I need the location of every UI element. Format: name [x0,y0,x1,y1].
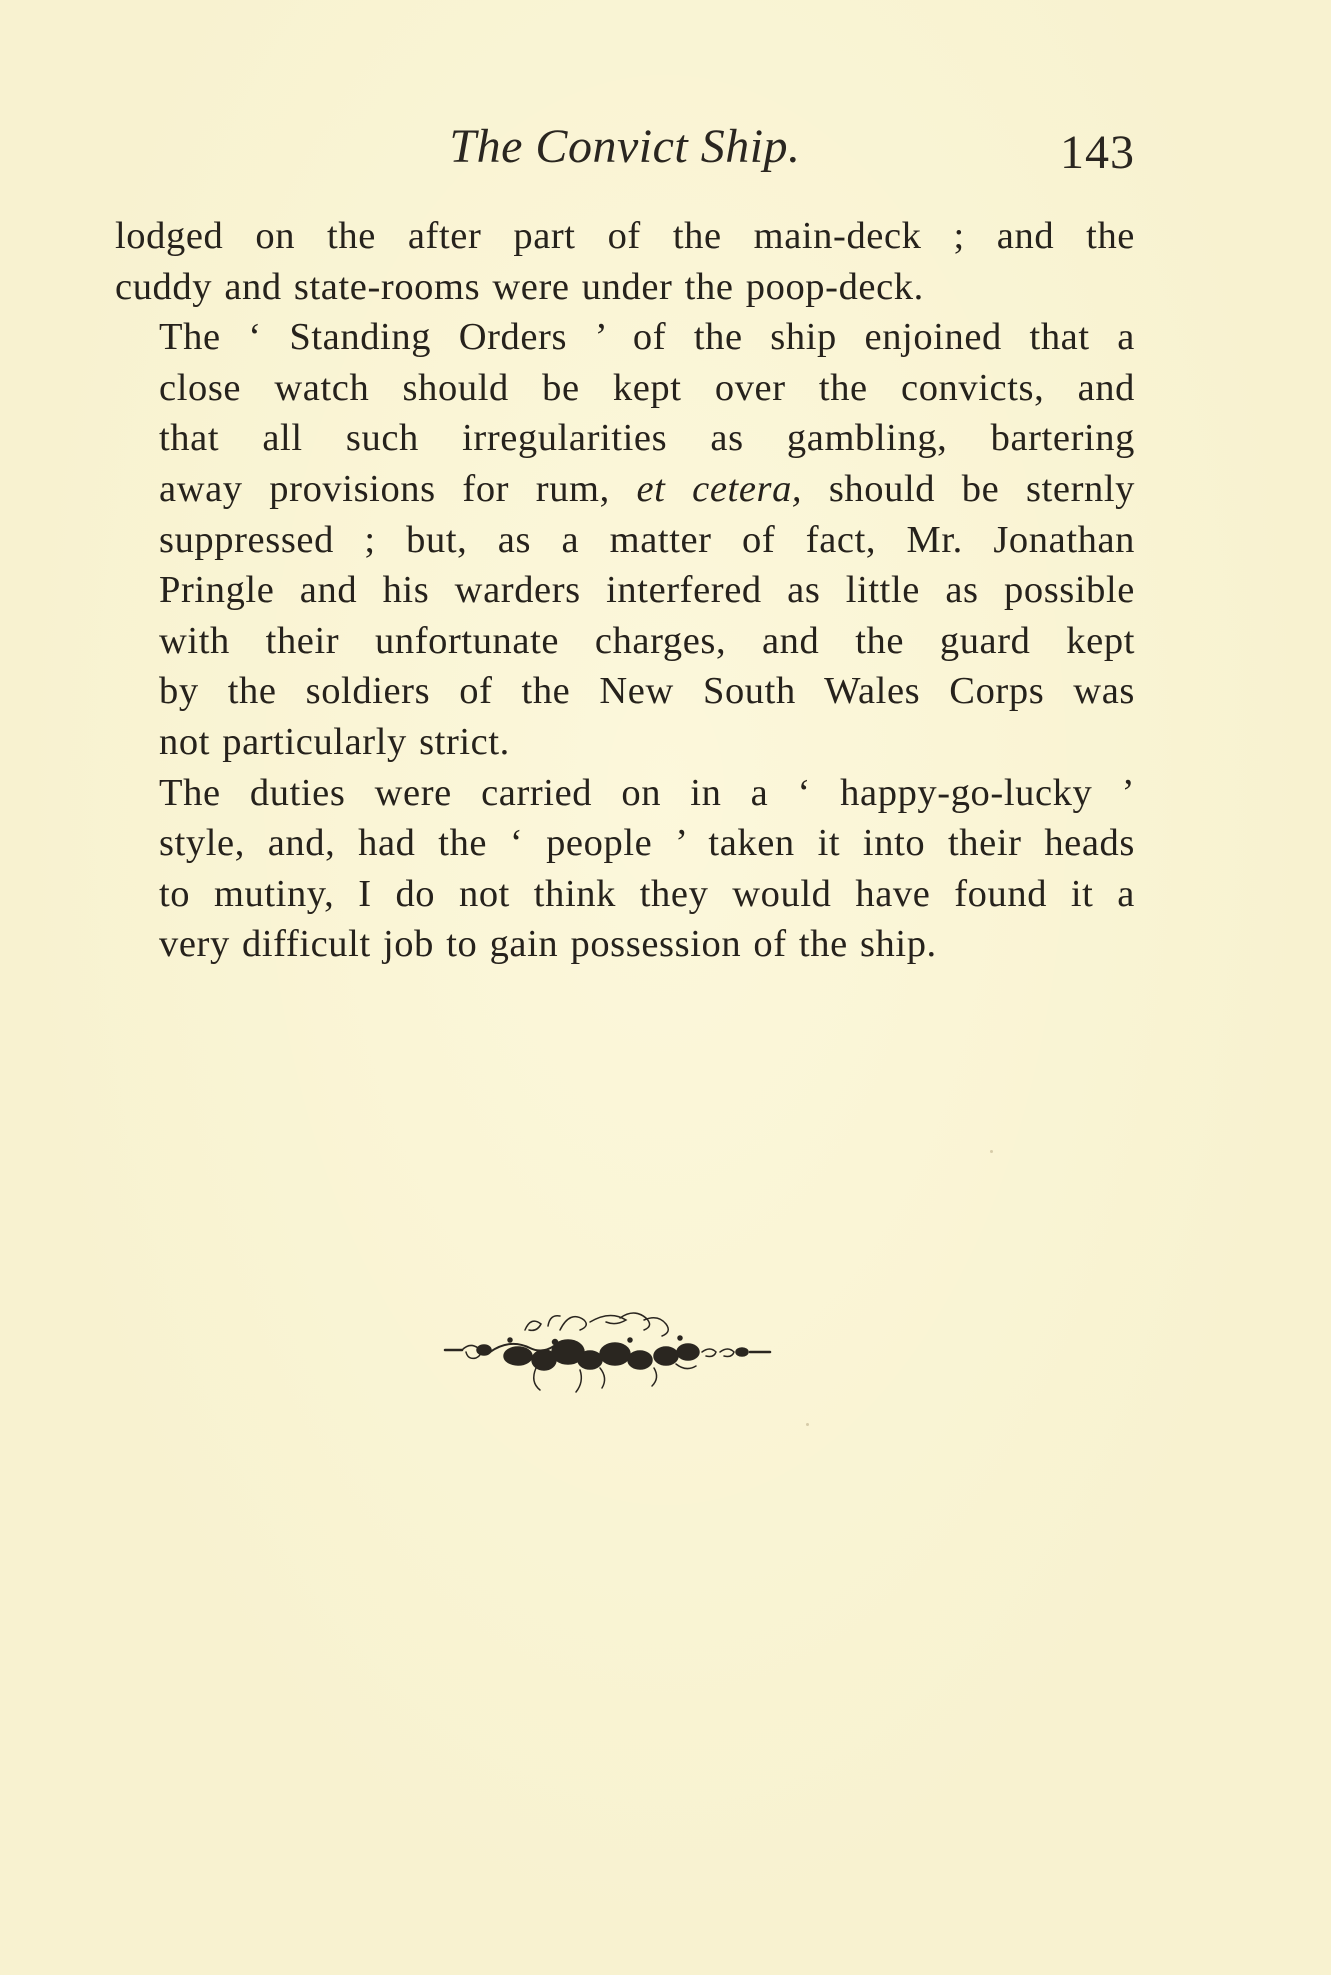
text-line: Pringle and his warders interfered as little as possible [159,569,1135,612]
text-line: not particularly strict. [159,720,510,763]
paper-speck [806,1423,809,1426]
text-line: to mutiny, I do not think they would have found it a [159,872,1135,915]
text-line-with-italic [115,464,1135,515]
italic-phrase: et cetera, [636,467,803,510]
text-line: with their unfortunate charges, and the guard kept [159,619,1135,662]
page-number: 143 [1060,126,1135,179]
text-line: close watch should be kept over the convicts, and [159,366,1135,409]
text-line: by the soldiers of the New South Wales Corps was [159,670,1135,713]
text-line: The duties were carried on in a ‘ happy-go-lucky ’ [159,771,1135,814]
floral-tailpiece-icon [440,1290,810,1400]
text-line: very difficult job to gain possession of the ship. [159,923,937,966]
text-line: The ‘ Standing Orders ’ of the ship enjoined that a [159,316,1135,359]
text-line: cuddy and state-rooms were under the poop-deck. [115,265,924,308]
running-head [115,112,1135,182]
text-segment: away provisions for rum, [159,467,637,510]
paragraph-3 [115,768,1135,970]
running-title: The Convict Ship. [449,120,801,173]
text-line: style, and, had the ‘ people ’ taken it into their heads [159,822,1135,865]
text-line: that all such irregularities as gambling, bartering [159,417,1135,460]
text-line: lodged on the after part of the main-deck ; and the [115,215,1135,257]
paragraph-1 [115,211,1135,312]
body-text [115,211,1135,970]
paper-speck [990,1150,993,1153]
text-segment: should be sternly [802,467,1135,510]
paragraph-2 [115,312,1135,767]
text-line: suppressed ; but, as a matter of fact, Mr. Jonathan [159,518,1135,561]
